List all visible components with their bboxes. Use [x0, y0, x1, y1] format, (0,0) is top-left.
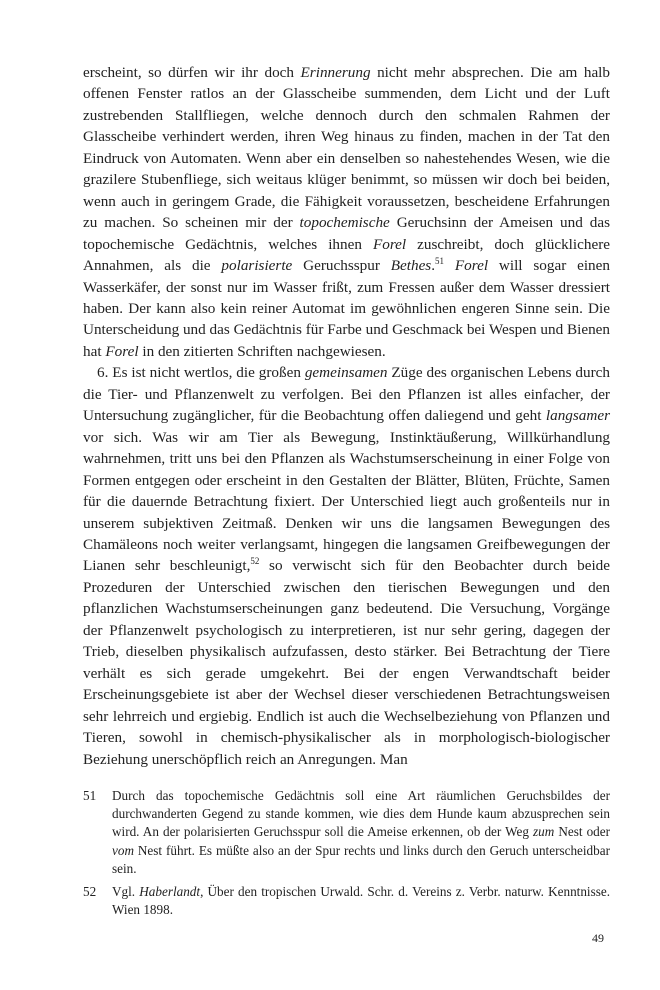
footnote-text	[112, 787, 610, 878]
italic-text: Haberlandt	[139, 883, 201, 899]
footnote-51	[83, 787, 610, 878]
text-run: Durch das topochemische Gedächtnis soll eine Art räumlichen Geruchsbildes der durchwanderten Gegend zu stande kommen, wie dies dem Hunde kaum abzusprechen sein wird. An der polarisierten Geruchsspur soll die Ameise erkennen, ob der Weg	[112, 787, 610, 840]
text-run: Geruchsinn der Ameisen und das topochemische Gedächtnis, welches ihnen	[83, 214, 610, 253]
footnote-text	[112, 883, 610, 919]
italic-text: polarisierte	[221, 257, 293, 275]
text-run: Geruchsspur	[292, 257, 391, 275]
italic-text: vom	[112, 842, 134, 858]
text-run: , Über den tropischen Urwald. Schr. d. Vereins z. Verbr. naturw. Kenntnisse. Wien 1898.	[112, 883, 611, 918]
text-run: nicht mehr absprechen. Die am halb offenen Fenster ratlos an der Glasscheibe summenden, dem Licht und der Luft zustrebenden Stallfliegen, welche dennoch durch den schmalen Rahmen der Glasscheibe verhindert werden, ihren Weg hinaus zu finden, machen in der Tat den Eindruck von Automaten. Wenn aber ein denselben so nahestehendes Wesen, wie die grazilere Stubenfliege, sich weitaus klüger benimmt, so müssen wir doch bei beiden, wenn auch in geringem Grade, die Fähigkeit voraussetzen, bescheidene Erfahrungen zu machen. So scheinen mir der	[83, 64, 610, 232]
page-number: 49	[592, 931, 604, 945]
footnote-number: 52	[83, 883, 97, 899]
italic-text: langsamer	[545, 407, 610, 425]
italic-text: topochemische	[299, 214, 390, 232]
footnote-52	[83, 883, 610, 919]
italic-text: Bethes	[390, 257, 432, 275]
italic-text: gemeinsamen	[304, 364, 388, 382]
text-run: .	[431, 257, 436, 275]
text-run: Züge des organischen Lebens durch die Tier- und Pflanzenwelt zu verfolgen. Bei den Pflanzen ist alles einfacher, der Untersuchung zugänglicher, für die Beobachtung offen daliegend und geht	[83, 364, 610, 425]
text-run: vor sich. Was wir am Tier als Bewegung, Instinktäußerung, Willkürhandlung wahrnehmen, tritt uns bei den Pflanzen als Wachstumserscheinung in einer Folge von Formen entgegen oder erscheint in den Gestalten der Blätter, Blüten, Früchte, Samen für die dauernde Betrachtung fixiert. Der Unterschied liegt auch großenteils nur in unserem subjektiven Zeitmaß. Denken wir uns die langsamen Bewegungen des Chamäleons noch weiter verlangsamt, hingegen die langsamen Greifbewegungen der Lianen sehr beschleunigt,	[83, 428, 610, 575]
text-run	[444, 257, 455, 274]
italic-text: Forel	[105, 342, 139, 360]
text-run: so verwischt sich für den Beobachter durch beide Prozeduren der Unterschied zwischen den tierischen Bewegungen und den pflanzlichen Wachstumserscheinungen ganz bedeutend. Die Versuchung, Vorgänge der Pflanzenwelt psychologisch zu interpretieren, ist nur sehr gering, dagegen der Trieb, dieselben physikalisch aufzufassen, desto stärker. Bei Betrachtung der Tiere verhält es sich gerade umgekehrt. Bei der engen Verwandtschaft beider Erscheinungsgebiete ist aber der Wechsel dieser verschiedenen Betrachtungsweisen sehr lehrreich und ergiebig. Endlich ist auch die Wechselbeziehung von Pflanzen und Tieren, sowohl in chemisch-physikalischer als in morphologisch-biologischer Beziehung unerschöpflich reich an Anregungen. Man	[83, 557, 610, 768]
page-body	[83, 62, 610, 924]
text-run: will sogar einen Wasserkäfer, der sonst nur im Wasser frißt, zum Fressen außer dem Wasser dressiert haben. Der kann also kein reiner Automat im gewöhnlichen engeren Sinne sein. Die Unterscheidung und das Gedächtnis für Farbe und Geschmack bei Wespen und Bienen hat	[83, 257, 610, 360]
italic-text: Forel	[454, 257, 489, 275]
paragraph-2	[83, 362, 610, 770]
paragraph-1	[83, 62, 610, 362]
text-run: erscheint, so dürfen wir ihr doch	[83, 64, 301, 81]
text-run: 6. Es ist nicht wertlos, die großen	[97, 364, 305, 382]
footnote-number: 51	[83, 787, 97, 803]
italic-text: zum	[533, 824, 555, 840]
text-run: Vgl.	[112, 883, 140, 899]
footnotes	[83, 787, 610, 919]
text-run: in den zitierten Schriften nachgewiesen.	[138, 342, 386, 360]
text-run: Nest oder	[554, 824, 611, 840]
footnote-ref: 52	[250, 556, 260, 567]
text-run: zuschreibt, doch glücklichere Annahmen, als die	[83, 235, 610, 275]
text-run: Nest führt. Es müßte also an der Spur rechts und links durch den Geruch unterscheidbar sein.	[112, 842, 610, 876]
italic-text: Erinnerung	[300, 64, 371, 81]
italic-text: Forel	[372, 235, 407, 253]
footnote-ref: 51	[435, 256, 445, 267]
